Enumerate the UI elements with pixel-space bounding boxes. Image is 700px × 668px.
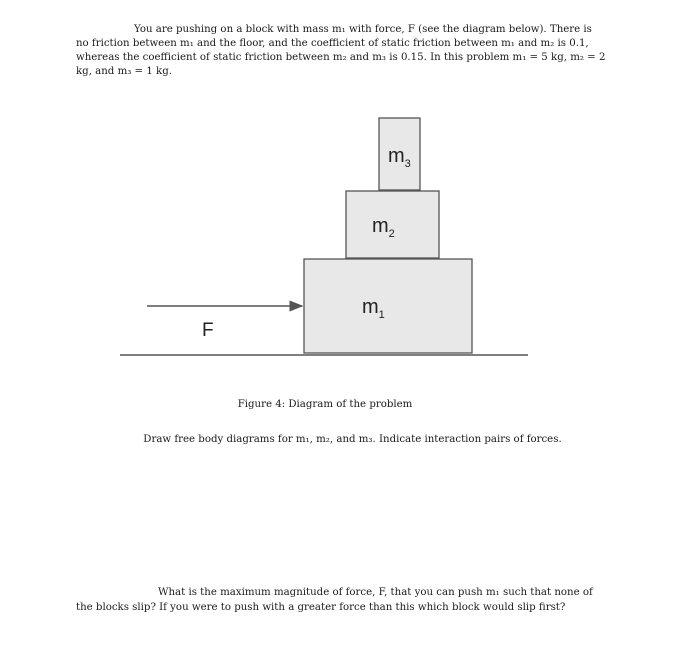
force-label: F [202, 320, 214, 341]
block-m1-label-sub: 1 [378, 309, 385, 321]
block-m1-label-letter: m [362, 296, 379, 318]
question-line-2: the blocks slip? If you were to push with a greater force than this which block would slip first? [76, 602, 566, 613]
task-instruction: Draw free body diagrams for m₁, m₂, and m₃. Indicate interaction pairs of forces. [143, 434, 562, 445]
question-line-1: What is the maximum magnitude of force, F, that you can push m₁ such that none of [158, 587, 593, 598]
question-paragraph [76, 585, 636, 615]
intro-line-2: no friction between m₁ and the floor, and the coefficient of static friction between m₁ and m₂ is 0.1, [76, 38, 589, 49]
figure-caption: Figure 4: Diagram of the problem [237, 399, 413, 410]
block-m2-label-letter: m [372, 215, 389, 237]
block-m1 [304, 259, 472, 353]
block-m2-label-sub: 2 [388, 228, 395, 240]
intro-line-1: You are pushing on a block with mass m₁ with force, F (see the diagram below). There is [134, 24, 592, 35]
block-m2 [346, 191, 439, 258]
block-m3-label-sub: 3 [404, 158, 411, 170]
intro-line-4: kg, and m₃ = 1 kg. [76, 66, 172, 77]
block-m3-label-letter: m [388, 145, 405, 167]
intro-line-3: whereas the coefficient of static friction between m₂ and m₃ is 0.15. In this problem m₁ = 5 kg, m₂ = 2 [76, 52, 606, 63]
